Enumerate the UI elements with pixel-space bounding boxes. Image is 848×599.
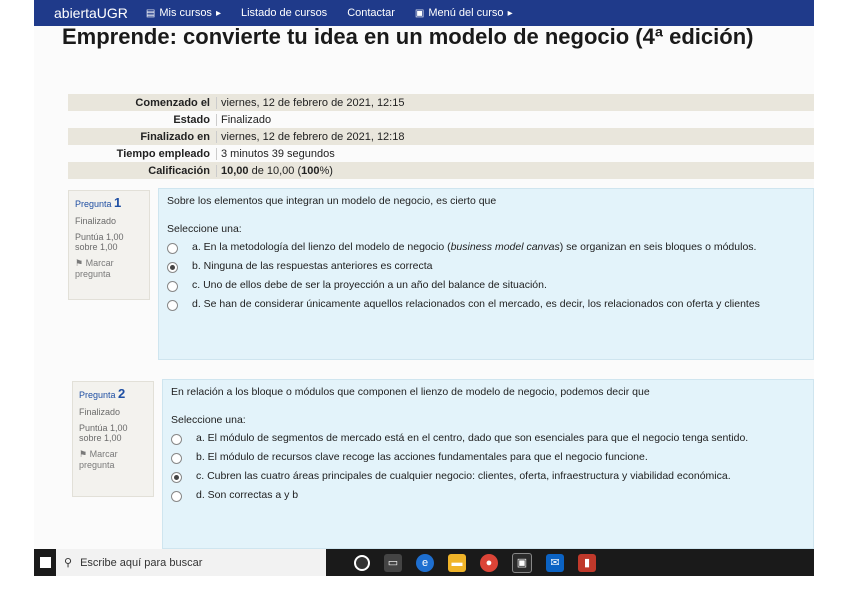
summary-label: Comenzado el <box>135 96 210 109</box>
answer-label: b. El módulo de recursos clave recoge las acciones fundamentales para que el negocio funcione. <box>196 451 648 463</box>
answer-option[interactable] <box>167 298 805 311</box>
courses-icon: ▤ <box>145 7 156 19</box>
question-score: Puntúa 1,00 sobre 1,00 <box>79 423 128 443</box>
taskbar-search-placeholder: Escribe aquí para buscar <box>80 556 203 569</box>
question-number <box>79 386 147 401</box>
chevron-right-icon: ▸ <box>507 7 513 19</box>
flag-question-button[interactable] <box>75 258 143 279</box>
answer-radio[interactable] <box>171 434 182 445</box>
question-content-1 <box>158 188 814 360</box>
answer-label: a. El módulo de segmentos de mercado está en el centro, dado que son esenciales para que el negocio tenga sentido. <box>196 432 749 444</box>
attempt-summary-table <box>68 94 814 179</box>
windows-taskbar <box>34 549 814 576</box>
answer-option[interactable] <box>171 451 805 464</box>
answer-option[interactable] <box>171 489 805 502</box>
flag-icon: ⚑ <box>79 449 88 459</box>
grade-percent: 100 <box>301 164 320 177</box>
summary-value: Finalizado <box>216 114 814 126</box>
page-title: Emprende: convierte tu idea en un modelo de negocio (4ª edición) <box>62 24 754 49</box>
chrome-icon[interactable]: ● <box>480 554 498 572</box>
answer-radio-selected[interactable] <box>171 472 182 483</box>
answer-radio[interactable] <box>171 453 182 464</box>
taskbar-app-icons <box>354 553 596 573</box>
taskbar-search-box[interactable] <box>56 549 326 576</box>
answer-label: d. Son correctas a y b <box>196 489 299 501</box>
task-view-icon[interactable]: ▭ <box>384 554 402 572</box>
nav-course-list-label: Listado de cursos <box>240 7 328 19</box>
question-status: Finalizado <box>75 216 117 226</box>
answer-radio[interactable] <box>167 243 178 254</box>
nav-course-menu-label: Menú del curso <box>428 7 504 19</box>
start-button[interactable] <box>34 549 56 576</box>
answer-radio[interactable] <box>167 281 178 292</box>
answer-option[interactable] <box>171 470 805 483</box>
nav-contact-label: Contactar <box>347 7 395 19</box>
site-brand[interactable]: abiertaUGR <box>54 5 128 21</box>
summary-label: Estado <box>173 113 210 126</box>
answer-option[interactable] <box>167 241 805 254</box>
answer-option[interactable] <box>171 432 805 445</box>
summary-row-started <box>68 94 814 111</box>
flag-question-button[interactable] <box>79 449 147 470</box>
summary-value: 3 minutos 39 segundos <box>216 148 814 160</box>
nav-course-list[interactable] <box>241 7 327 19</box>
app-icon[interactable]: ▮ <box>578 554 596 572</box>
question-info-1 <box>68 190 150 300</box>
store-icon[interactable]: ▣ <box>512 553 532 573</box>
flag-icon: ⚑ <box>75 258 84 268</box>
search-icon: ⚲ <box>64 557 73 569</box>
nav-contact[interactable] <box>347 7 395 19</box>
windows-logo-icon <box>40 557 51 568</box>
summary-label: Tiempo empleado <box>116 147 210 160</box>
grade-score: 10,00 <box>221 164 249 177</box>
browser-viewport <box>34 0 814 576</box>
answer-label: d. Se han de considerar únicamente aquellos relacionados con el mercado, es decir, los relacionados con oferta y clientes <box>192 298 760 310</box>
question-text: Sobre los elementos que integran un modelo de negocio, es cierto que <box>167 195 497 207</box>
nav-my-courses-label: Mis cursos <box>159 7 212 19</box>
nav-course-menu[interactable] <box>415 7 513 19</box>
menu-icon: ▣ <box>414 7 425 19</box>
question-word: Pregunta <box>79 390 116 400</box>
answer-label: b. Ninguna de las respuestas anteriores es correcta <box>192 260 433 272</box>
cortana-icon[interactable] <box>354 555 370 571</box>
select-one-label: Seleccione una: <box>171 414 246 426</box>
summary-value: viernes, 12 de febrero de 2021, 12:15 <box>216 97 814 109</box>
answer-label: c. Cubren las cuatro áreas principales de cualquier negocio: clientes, oferta, infraestructura y viabilidad económica. <box>196 470 731 482</box>
grade-rest: de 10,00 ( <box>248 164 302 177</box>
grade-end: %) <box>319 164 333 177</box>
summary-label: Finalizado en <box>140 130 210 143</box>
summary-row-grade <box>68 162 814 179</box>
summary-value: viernes, 12 de febrero de 2021, 12:18 <box>216 131 814 143</box>
mail-icon[interactable]: ✉ <box>546 554 564 572</box>
question-number <box>75 195 143 210</box>
answer-label: a. En la metodología del lienzo del modelo de negocio (business model canvas) se organizan en seis bloques o módulos. <box>192 241 757 253</box>
select-one-label: Seleccione una: <box>167 223 242 235</box>
question-number-value: 1 <box>114 195 122 210</box>
summary-row-time <box>68 145 814 162</box>
summary-value <box>216 165 814 177</box>
top-navbar <box>34 0 814 26</box>
answer-radio-selected[interactable] <box>167 262 178 273</box>
answer-radio[interactable] <box>171 491 182 502</box>
edge-icon[interactable]: e <box>416 554 434 572</box>
flag-question-label: Marcar pregunta <box>79 449 118 470</box>
question-info-2 <box>72 381 154 497</box>
answer-option[interactable] <box>167 279 805 292</box>
answer-option[interactable] <box>167 260 805 273</box>
question-number-value: 2 <box>118 386 126 401</box>
chevron-right-icon: ▸ <box>215 7 221 19</box>
question-score: Puntúa 1,00 sobre 1,00 <box>75 232 124 252</box>
summary-row-finished <box>68 128 814 145</box>
file-explorer-icon[interactable]: ▬ <box>448 554 466 572</box>
flag-question-label: Marcar pregunta <box>75 258 114 279</box>
question-status: Finalizado <box>79 407 121 417</box>
question-content-2 <box>162 379 814 549</box>
answer-label: c. Uno de ellos debe de ser la proyección a un año del balance de situación. <box>192 279 547 291</box>
answer-radio[interactable] <box>167 300 178 311</box>
question-text: En relación a los bloque o módulos que componen el lienzo de modelo de negocio, podemos decir que <box>171 386 650 398</box>
question-word: Pregunta <box>75 199 112 209</box>
summary-label: Calificación <box>148 164 210 177</box>
nav-my-courses[interactable] <box>146 7 221 19</box>
summary-row-state <box>68 111 814 128</box>
